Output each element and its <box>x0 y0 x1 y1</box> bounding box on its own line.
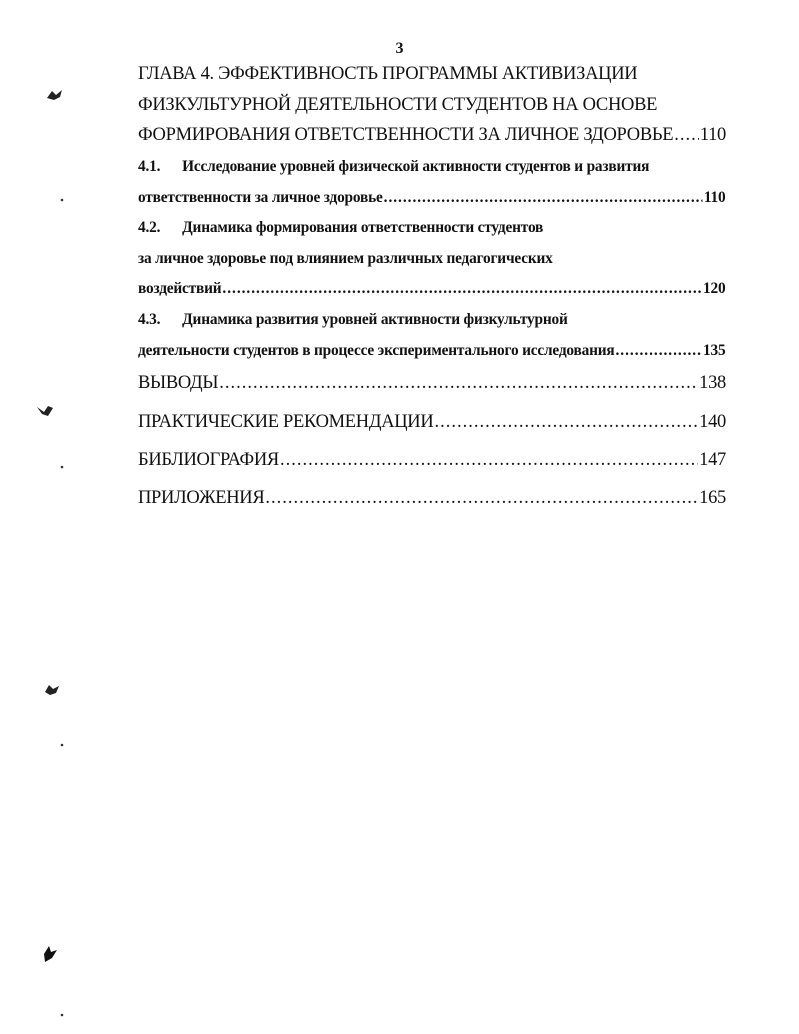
toc-section-4-2-line3[interactable] <box>138 280 726 298</box>
dot-leader <box>616 342 703 360</box>
toc-text: ВЫВОДЫ <box>138 373 219 393</box>
toc-text: ответственности за личное здоровье <box>138 189 383 206</box>
dot-leader <box>265 488 698 509</box>
scan-mark-icon <box>42 944 58 964</box>
dot-leader <box>434 412 698 433</box>
toc-chapter4-line2 <box>138 95 726 116</box>
toc-chapter4-line1 <box>138 64 726 85</box>
toc-appendices[interactable] <box>138 488 726 509</box>
toc-page: 110 <box>699 125 726 145</box>
toc-text: ПРАКТИЧЕСКИЕ РЕКОМЕНДАЦИИ <box>138 412 434 432</box>
dot-leader <box>384 189 703 207</box>
toc-page: 120 <box>703 280 726 297</box>
page-number: 3 <box>395 40 404 57</box>
toc-page: 138 <box>699 373 726 393</box>
toc-page: 140 <box>699 412 726 432</box>
toc-text: ПРИЛОЖЕНИЯ <box>138 488 265 508</box>
toc-chapter4-line3[interactable] <box>138 125 726 146</box>
toc-page: 135 <box>703 342 726 359</box>
dot-leader <box>219 373 698 394</box>
scan-dot-icon <box>60 743 64 747</box>
scan-mark-icon <box>46 88 64 102</box>
dot-leader <box>222 280 702 298</box>
scan-mark-icon <box>44 683 60 697</box>
section-number: 4.1. <box>138 158 161 175</box>
toc-text: Динамика развития уровней активности физкультурной <box>182 311 568 328</box>
toc-conclusions[interactable] <box>138 373 726 394</box>
toc-section-4-2-line2 <box>138 250 726 268</box>
toc-text: Динамика формирования ответственности студентов <box>182 219 544 236</box>
scan-dot-icon <box>60 1013 64 1017</box>
dot-leader <box>280 450 698 471</box>
toc-page: 165 <box>699 488 726 508</box>
toc-text: воздействий <box>138 280 222 297</box>
section-number: 4.2. <box>138 219 161 236</box>
toc-page: 110 <box>703 189 726 206</box>
toc-text: деятельности студентов в процессе экспериментального исследования <box>138 342 615 359</box>
toc-text: за личное здоровье под влиянием различных педагогических <box>138 250 553 267</box>
section-number: 4.3. <box>138 311 161 328</box>
toc-section-4-1-line1 <box>138 158 726 176</box>
scan-mark-icon <box>36 404 54 418</box>
toc-section-4-3-line2[interactable] <box>138 342 726 360</box>
scan-dot-icon <box>60 465 64 469</box>
toc-section-4-2-line1 <box>138 219 726 237</box>
toc-section-4-3-line1 <box>138 311 726 329</box>
toc-text: ФОРМИРОВАНИЯ ОТВЕТСТВЕННОСТИ ЗА ЛИЧНОЕ ЗДОРОВЬЕ <box>138 125 674 145</box>
toc-text: БИБЛИОГРАФИЯ <box>138 450 279 470</box>
toc-bibliography[interactable] <box>138 450 726 471</box>
toc-text: ФИЗКУЛЬТУРНОЙ ДЕЯТЕЛЬНОСТИ СТУДЕНТОВ НА ОСНОВЕ <box>138 95 658 115</box>
toc-recommendations[interactable] <box>138 412 726 433</box>
toc-section-4-1-line2[interactable] <box>138 189 726 207</box>
toc-text: Исследование уровней физической активности студентов и развития <box>182 158 650 175</box>
dot-leader <box>674 125 699 146</box>
toc-text: ГЛАВА 4. ЭФФЕКТИВНОСТЬ ПРОГРАММЫ АКТИВИЗАЦИИ <box>138 64 638 84</box>
toc-page: 147 <box>699 450 726 470</box>
scan-dot-icon <box>60 198 64 202</box>
